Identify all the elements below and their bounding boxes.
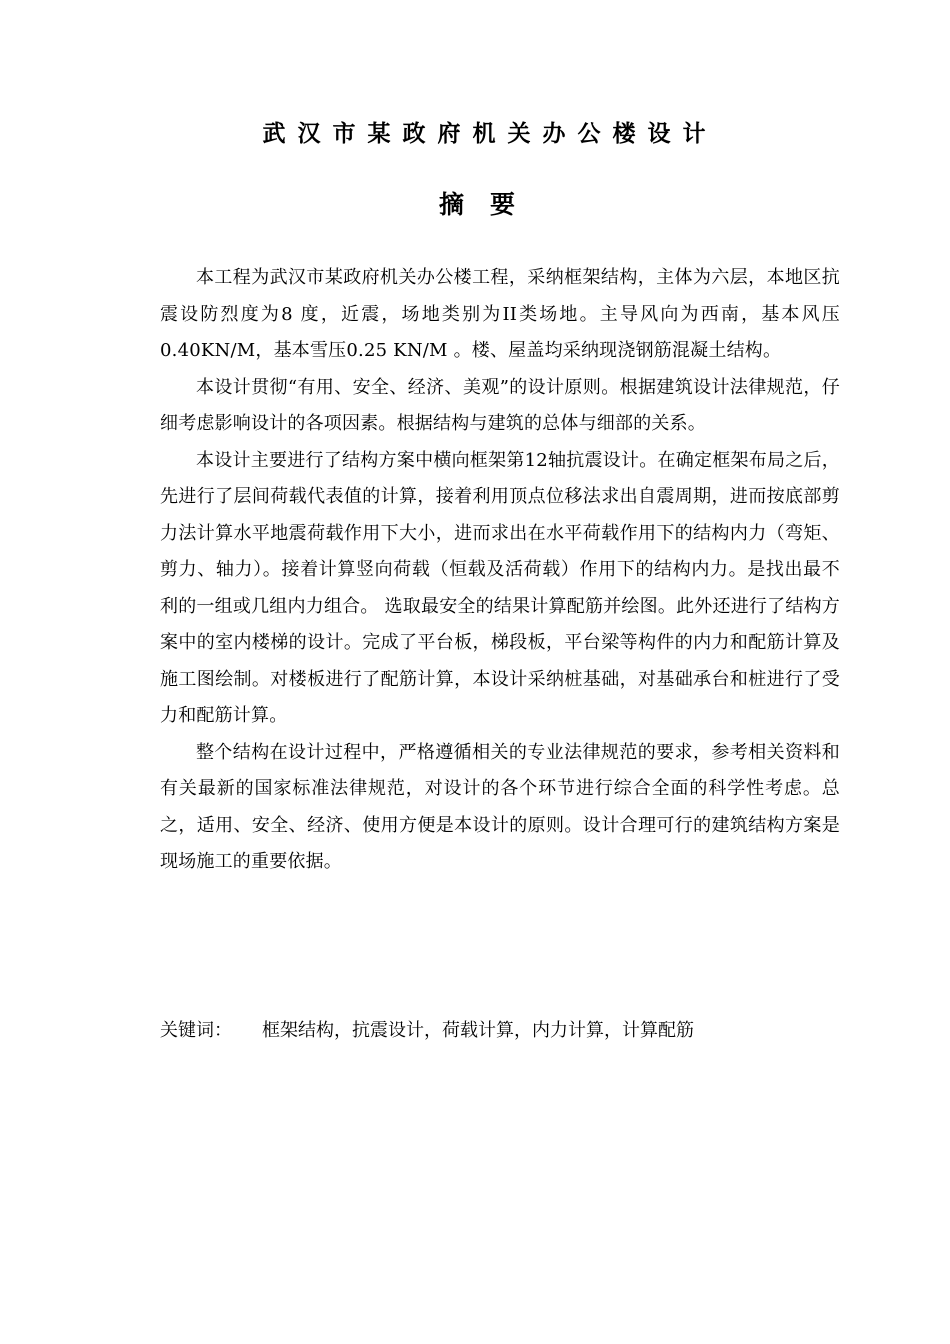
abstract-body <box>160 260 840 881</box>
document-title: 武汉市某政府机关办公楼设计 <box>262 121 718 147</box>
abstract-paragraph-2: 本设计贯彻“有用、安全、经济、美观”的设计原则。根据建筑设计法律规范，仔细考虑影响设计的各项因素。根据结构与建筑的总体与细部的关系。 <box>160 376 840 434</box>
keywords-list: 框架结构，抗震设计，荷载计算，内力计算，计算配筋 <box>262 1020 694 1041</box>
abstract-heading: 摘要 <box>438 190 541 219</box>
keywords-line <box>160 1013 840 1049</box>
abstract-paragraph-1: 本工程为武汉市某政府机关办公楼工程，采纳框架结构，主体为六层，本地区抗震设防烈度为8 度，近震，场地类别为II类场地。主导风向为西南，基本风压0.40KN/M，基本雪压0.25 KN/M 。楼、屋盖均采纳现浇钢筋混凝土结构。 <box>160 267 840 361</box>
abstract-paragraph-4: 整个结构在设计过程中，严格遵循相关的专业法律规范的要求，参考相关资料和有关最新的国家标准法律规范，对设计的各个环节进行综合全面的科学性考虑。总之，适用、安全、经济、使用方便是本设计的原则。设计合理可行的建筑结构方案是现场施工的重要依据。 <box>160 741 840 872</box>
abstract-paragraph-3: 本设计主要进行了结构方案中横向框架第12轴抗震设计。在确定框架布局之后，先进行了层间荷载代表值的计算，接着利用顶点位移法求出自震周期，进而按底部剪力法计算水平地震荷载作用下大小，进而求出在水平荷载作用下的结构内力（弯矩、剪力、轴力）。接着计算竖向荷载（恒载及活荷载）作用下的结构内力。是找出最不利的一组或几组内力组合。 选取最安全的结果计算配筋并绘图。此外还进行了结构方案中的室内楼梯的设计。完成了平台板，梯段板，平台梁等构件的内力和配筋计算及施工图绘制。对楼板进行了配筋计算，本设计采纳桩基础，对基础承台和桩进行了受力和配筋计算。 <box>160 449 840 726</box>
keywords-label: 关键词： <box>160 1020 232 1041</box>
